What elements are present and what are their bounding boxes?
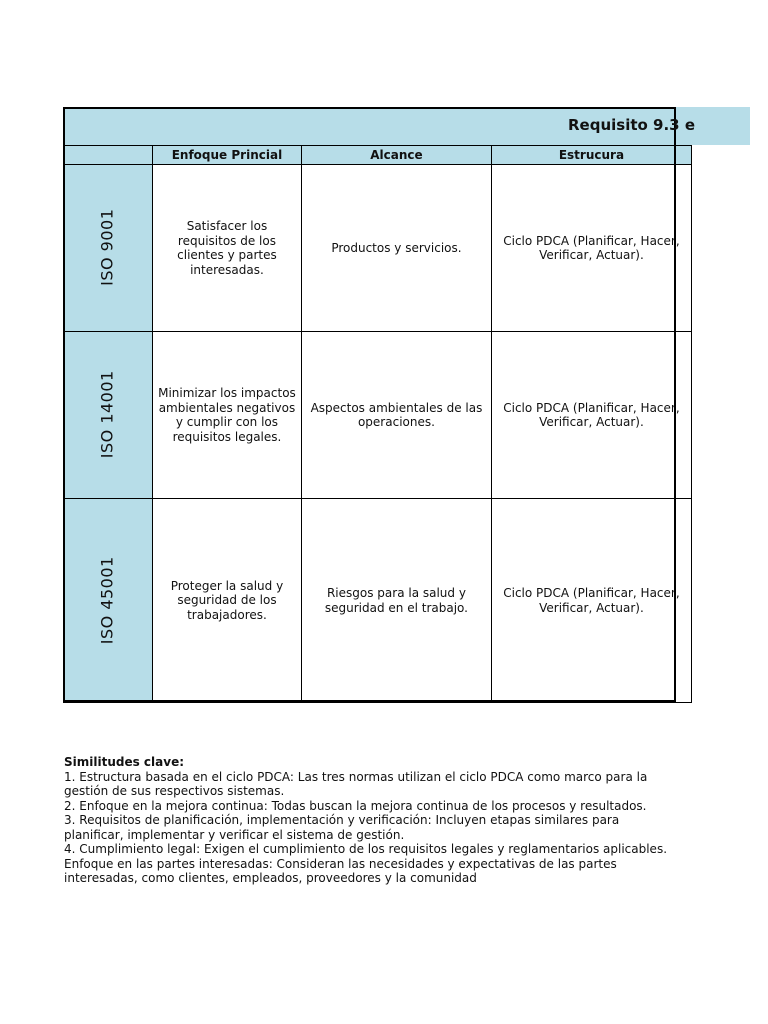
header-row: [64, 146, 692, 165]
table-title: Requisito 9.3 e: [568, 116, 696, 134]
table-cell: Riesgos para la salud y seguridad en el trabajo.: [301, 499, 491, 703]
row-label: ISO 9001: [97, 208, 117, 287]
column-header: Alcance: [301, 146, 491, 165]
notes-line: 4. Cumplimiento legal: Exigen el cumplimiento de los requisitos legales y reglamentarios aplicables.: [64, 842, 668, 856]
notes-heading: Similitudes clave:: [64, 755, 185, 769]
table-cell: Ciclo PDCA (Planificar, Hacer, Verificar, Actuar).: [491, 332, 691, 499]
row-label-cell: [64, 165, 153, 332]
comparison-table: [63, 145, 692, 703]
table-row: [64, 165, 692, 332]
corner-cell: [64, 146, 153, 165]
column-header: Enfoque Princial: [152, 146, 301, 165]
table-row: [64, 332, 692, 499]
similarities-notes: [64, 755, 674, 886]
row-label: ISO 14001: [97, 370, 117, 459]
row-label: ISO 45001: [97, 556, 117, 644]
table-cell: Ciclo PDCA (Planificar, Hacer, Verificar, Actuar).: [491, 165, 691, 332]
row-label-cell: [64, 499, 153, 703]
table-cell: Productos y servicios.: [301, 165, 491, 332]
row-label-cell: [64, 332, 153, 499]
table-cell: Minimizar los impactos ambientales negativos y cumplir con los requisitos legales.: [152, 332, 301, 499]
table-row: [64, 499, 692, 703]
notes-line: 3. Requisitos de planificación, implementación y verificación: Incluyen etapas similares para planificar, implementar y verificar el sistema de gestión.: [64, 813, 620, 842]
table-cell: Proteger la salud y seguridad de los trabajadores.: [152, 499, 301, 703]
notes-line: Enfoque en las partes interesadas: Consideran las necesidades y expectativas de las partes interesadas, como clientes, empleados, proveedores y la comunidad: [64, 856, 617, 885]
table-cell: Ciclo PDCA (Planificar, Hacer, Verificar, Actuar).: [491, 499, 691, 703]
column-header: Estrucura: [491, 146, 691, 165]
notes-line: 1. Estructura basada en el ciclo PDCA: Las tres normas utilizan el ciclo PDCA como marco para la gestión de sus respectivos sistemas.: [64, 769, 648, 798]
table-cell: Aspectos ambientales de las operaciones.: [301, 332, 491, 499]
notes-line: 2. Enfoque en la mejora continua: Todas buscan la mejora continua de los procesos y resultados.: [64, 798, 647, 813]
table-cell: Satisfacer los requisitos de los clientes y partes interesadas.: [152, 165, 301, 332]
